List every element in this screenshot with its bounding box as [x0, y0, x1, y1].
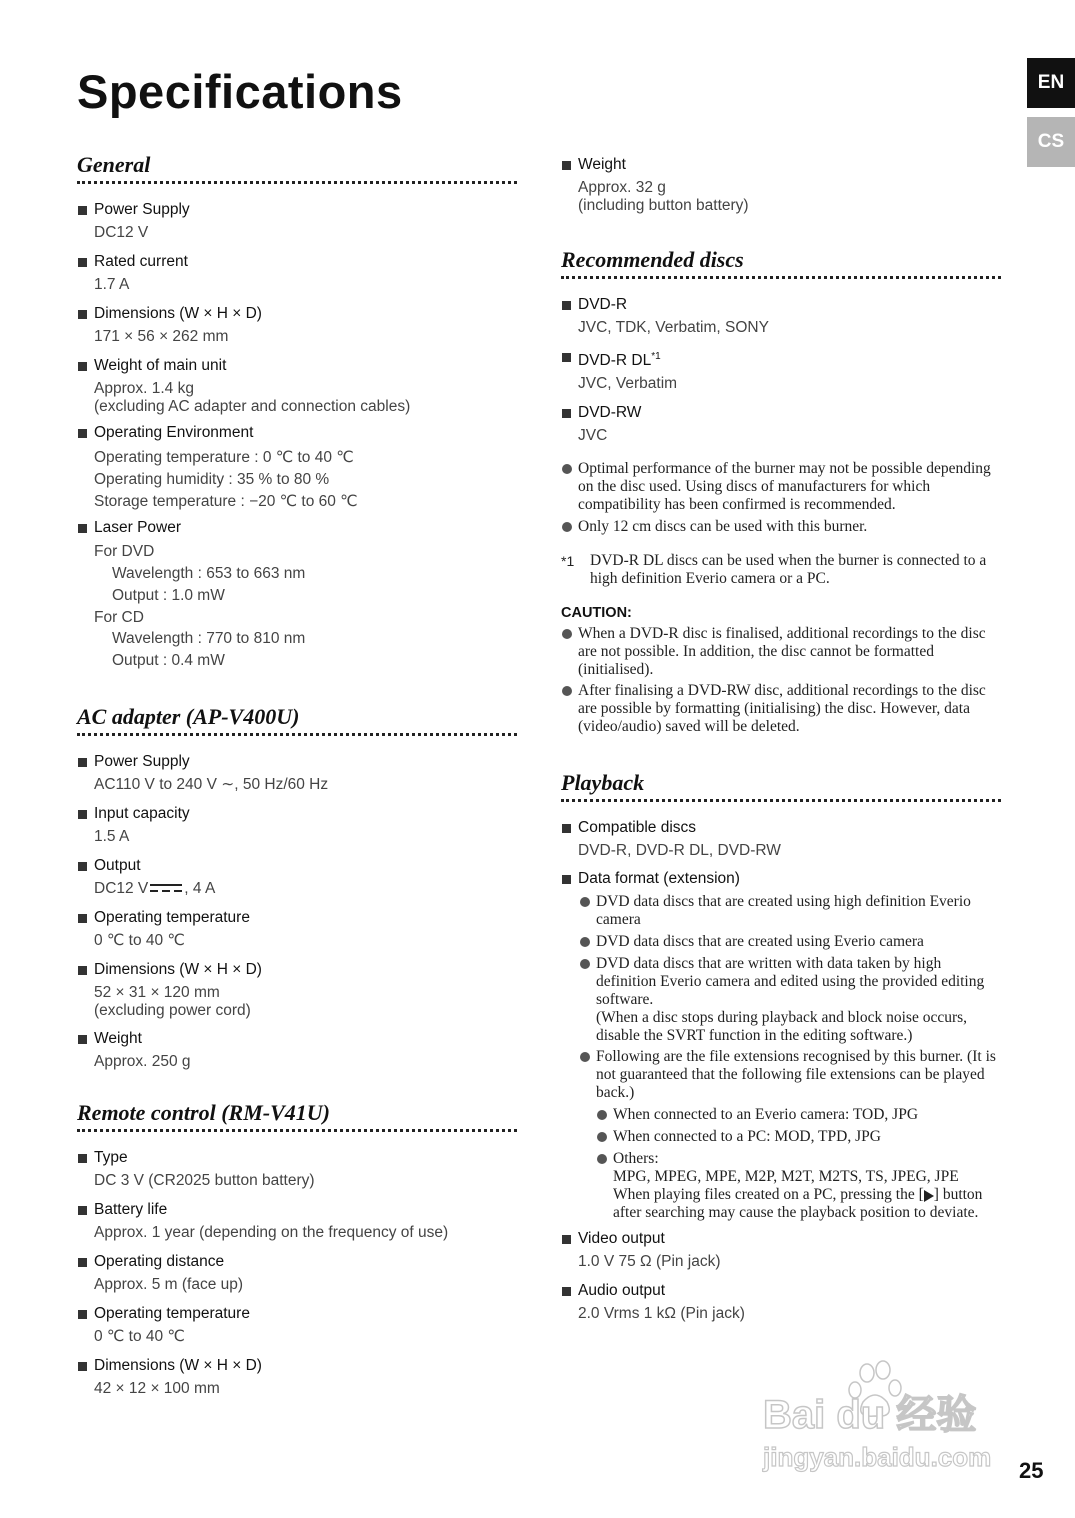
spec-value: Approx. 1.4 kg [94, 380, 194, 397]
format-bullet [579, 893, 1001, 929]
square-bullet-icon [78, 206, 87, 215]
spec-operating-temperature [77, 1303, 517, 1346]
spec-label: Weight [578, 156, 626, 173]
watermark-brand: Bai du 经验 [763, 1393, 977, 1437]
extension-text: When playing files created on a PC, pressing the [ [613, 1186, 924, 1204]
extension-bullet [596, 1150, 1001, 1222]
spec-value: 0 ℃ to 40 ℃ [94, 1328, 185, 1345]
spec-weight [77, 1028, 517, 1071]
format-bullet [579, 955, 1001, 1045]
spec-value: 1.0 V 75 Ω (Pin jack) [578, 1253, 721, 1271]
remote-control-heading: Remote control (RM-V41U) [77, 1100, 517, 1132]
footnote-ref: *1 [651, 351, 661, 362]
spec-value: 0 ℃ to 40 ℃ [94, 932, 185, 949]
spec-value: Approx. 5 m (face up) [94, 1276, 244, 1293]
baidu-watermark-logo [755, 1358, 1013, 1476]
round-bullet-icon [580, 937, 590, 947]
spec-value: 42 × 12 × 100 mm [94, 1380, 220, 1397]
right-column [561, 150, 1001, 1323]
spec-value: Approx. 32 g [578, 179, 666, 196]
disc-dvd-r [561, 294, 1001, 337]
square-bullet-icon [78, 258, 87, 267]
spec-value [77, 880, 517, 898]
extension-text: Others: [613, 1150, 659, 1168]
round-bullet-icon [562, 522, 572, 532]
spec-value: JVC [578, 427, 608, 445]
spec-compatible-discs [561, 817, 1001, 860]
spec-value: (including button battery) [578, 197, 749, 214]
format-text: DVD data discs that are created using high definition Everio camera [596, 893, 971, 929]
caution-label: CAUTION: [561, 605, 632, 622]
square-bullet-icon [78, 966, 87, 975]
round-bullet-icon [580, 897, 590, 907]
spec-input-capacity [77, 803, 517, 846]
disc-dvd-rw [561, 402, 1001, 445]
extension-text: When connected to a PC: MOD, TPD, JPG [613, 1128, 881, 1146]
square-bullet-icon [78, 524, 87, 533]
spec-laser-power [77, 517, 517, 672]
spec-label: Dimensions (W × H × D) [94, 961, 262, 978]
spec-battery-life [77, 1199, 517, 1242]
spec-value: Wavelength : 770 to 810 nm [112, 630, 306, 647]
page-number: 25 [1019, 1458, 1044, 1483]
round-bullet-icon [597, 1132, 607, 1142]
spec-label: Operating temperature [94, 1305, 250, 1322]
spec-dimensions [77, 303, 517, 346]
round-bullet-icon [562, 464, 572, 474]
remote-control-section [77, 1100, 517, 1398]
spec-label: Weight of main unit [94, 357, 227, 374]
square-bullet-icon [78, 1206, 87, 1215]
spec-data-format [561, 868, 1001, 1222]
ac-adapter-section [77, 704, 517, 1071]
caution-bullet [561, 682, 1001, 736]
spec-label: DVD-R DL [578, 352, 652, 370]
disc-dvd-r-dl [561, 346, 1001, 393]
spec-label: Audio output [578, 1282, 666, 1300]
playback-section [561, 770, 1001, 1323]
general-section [77, 152, 517, 672]
left-column [77, 150, 517, 1398]
spec-rated-current [77, 251, 517, 294]
extension-text: MPG, MPEG, MPE, M2P, M2T, M2TS, TS, JPEG, JPE [613, 1168, 959, 1186]
spec-value: Approx. 250 g [94, 1053, 191, 1070]
spec-label: Operating distance [94, 1253, 225, 1270]
output-current: , 4 A [184, 880, 216, 897]
spec-output [77, 855, 517, 898]
play-icon [924, 1190, 934, 1202]
spec-weight-main-unit [77, 355, 517, 416]
square-bullet-icon [562, 875, 571, 884]
spec-value: (excluding power cord) [94, 1002, 251, 1019]
playback-heading: Playback [561, 770, 1001, 802]
spec-value: 52 × 31 × 120 mm [94, 984, 220, 1001]
square-bullet-icon [562, 1235, 571, 1244]
spec-value: 1.7 A [94, 276, 130, 293]
spec-label: Power Supply [94, 201, 190, 218]
spec-label: Operating temperature [94, 909, 250, 926]
spec-label: Data format (extension) [578, 870, 740, 888]
footnote-text: DVD-R DL discs can be used when the burner is connected to a high definition Everio camera or a PC. [590, 552, 987, 588]
spec-dimensions [77, 1355, 517, 1398]
format-bullet [579, 933, 1001, 951]
spec-audio-output [561, 1280, 1001, 1323]
square-bullet-icon [78, 758, 87, 767]
spec-label: Operating Environment [94, 424, 254, 441]
format-bullet [579, 1048, 1001, 1102]
spec-label: Dimensions (W × H × D) [94, 1357, 262, 1374]
spec-label: DVD-RW [578, 404, 642, 422]
general-heading: General [77, 152, 517, 184]
spec-value: Approx. 1 year (depending on the frequency of use) [94, 1224, 449, 1241]
spec-value: Wavelength : 653 to 663 nm [112, 565, 306, 582]
spec-value: 171 × 56 × 262 mm [94, 328, 229, 345]
square-bullet-icon [78, 1310, 87, 1319]
dc-current-icon [150, 884, 182, 893]
square-bullet-icon [78, 310, 87, 319]
spec-value: Output : 0.4 mW [112, 652, 225, 669]
spec-label: Input capacity [94, 805, 190, 822]
spec-value: AC110 V to 240 V ∼, 50 Hz/60 Hz [94, 776, 329, 793]
square-bullet-icon [78, 914, 87, 923]
extension-text: When connected to an Everio camera: TOD, JPG [613, 1106, 919, 1124]
note-text: Only 12 cm discs can be used with this burner. [578, 518, 868, 536]
spec-value: JVC, TDK, Verbatim, SONY [578, 319, 769, 336]
spec-label: Laser Power [94, 519, 182, 536]
square-bullet-icon [78, 1035, 87, 1044]
spec-label: Power Supply [94, 753, 190, 770]
note-bullet [561, 518, 1001, 536]
ac-adapter-heading: AC adapter (AP-V400U) [77, 704, 517, 736]
format-text: (When a disc stops during playback and block noise occurs, disable the SVRT function in the editing software.) [596, 1009, 968, 1045]
page-title: Specifications [77, 65, 403, 118]
spec-operating-temperature [77, 907, 517, 950]
caution-text: After finalising a DVD-RW disc, additional recordings to the disc are possible by formatting (initialising) the disc. However, data (video/audio) saved will be deleted. [578, 682, 986, 736]
spec-value: DC 3 V (CR2025 button battery) [94, 1172, 315, 1189]
square-bullet-icon [78, 1362, 87, 1371]
square-bullet-icon [78, 429, 87, 438]
spec-label: Weight [94, 1030, 142, 1047]
spec-remote-weight [561, 154, 1001, 215]
note-bullet [561, 460, 1001, 514]
square-bullet-icon [562, 301, 571, 310]
square-bullet-icon [78, 362, 87, 371]
spec-label: Type [94, 1149, 128, 1166]
extension-bullet [596, 1128, 1001, 1146]
spec-label: Rated current [94, 253, 188, 270]
round-bullet-icon [562, 629, 572, 639]
square-bullet-icon [562, 409, 571, 418]
spec-value: For CD [94, 609, 144, 626]
round-bullet-icon [580, 959, 590, 969]
spec-power-supply [77, 751, 517, 794]
watermark-url: jingyan.baidu.com [763, 1442, 992, 1472]
square-bullet-icon [562, 161, 571, 170]
square-bullet-icon [562, 824, 571, 833]
spec-value: 2.0 Vrms 1 kΩ (Pin jack) [578, 1305, 745, 1323]
spec-value: JVC, Verbatim [578, 375, 678, 393]
spec-value: Output : 1.0 mW [112, 587, 225, 604]
spec-label: Video output [578, 1230, 665, 1248]
round-bullet-icon [580, 1052, 590, 1062]
square-bullet-icon [562, 353, 571, 362]
output-voltage: DC12 V [94, 880, 149, 897]
format-text: DVD data discs that are created using Everio camera [596, 933, 924, 951]
spec-value: DC12 V [94, 224, 149, 241]
square-bullet-icon [78, 810, 87, 819]
extension-text: ] button after searching may cause the playback position to deviate. [613, 1186, 983, 1222]
recommended-discs-heading: Recommended discs [561, 247, 1001, 279]
extension-bullet [596, 1106, 1001, 1124]
spec-operating-distance [77, 1251, 517, 1294]
format-text: DVD data discs that are written with data taken by high definition Everio camera and edited using the provided editing software. [596, 955, 985, 1009]
spec-value: Operating humidity : 35 % to 80 % [94, 471, 330, 488]
spec-power-supply [77, 199, 517, 242]
spec-type [77, 1147, 517, 1190]
round-bullet-icon [562, 686, 572, 696]
spec-value: For DVD [94, 543, 155, 560]
spec-label: DVD-R [578, 296, 628, 313]
caution-bullet [561, 625, 1001, 679]
spec-value: Operating temperature : 0 ℃ to 40 ℃ [94, 449, 354, 466]
spec-value: DVD-R, DVD-R DL, DVD-RW [578, 842, 781, 860]
caution-text: When a DVD-R disc is finalised, additional recordings to the disc are not possible. In addition, the disc cannot be formatted (initialised). [578, 625, 986, 679]
spec-label: Compatible discs [578, 819, 697, 837]
note-text: Optimal performance of the burner may not be possible depending on the disc used. Using discs of manufacturers for which compatibility has been confirmed is recommended. [578, 460, 991, 514]
square-bullet-icon [78, 1258, 87, 1267]
square-bullet-icon [562, 1287, 571, 1296]
format-text: Following are the file extensions recognised by this burner. (It is not guaranteed that the following file extensions can be played back.) [596, 1048, 996, 1102]
language-tab-cs[interactable]: CS [1027, 117, 1075, 167]
spec-video-output [561, 1228, 1001, 1271]
spec-label: Output [94, 857, 141, 874]
footnote-mark: *1 [561, 553, 575, 570]
spec-value: 1.5 A [94, 828, 130, 845]
language-tab-en[interactable]: EN [1027, 58, 1075, 108]
footnote [561, 552, 1001, 588]
spec-value: Storage temperature : −20 ℃ to 60 ℃ [94, 493, 358, 510]
spec-label: Dimensions (W × H × D) [94, 305, 262, 322]
spec-dimensions [77, 959, 517, 1020]
recommended-discs-section [561, 247, 1001, 736]
round-bullet-icon [597, 1154, 607, 1164]
round-bullet-icon [597, 1110, 607, 1120]
square-bullet-icon [78, 862, 87, 871]
spec-label: Battery life [94, 1201, 168, 1218]
spec-operating-environment [77, 422, 517, 513]
spec-value: (excluding AC adapter and connection cables) [94, 398, 411, 415]
square-bullet-icon [78, 1154, 87, 1163]
